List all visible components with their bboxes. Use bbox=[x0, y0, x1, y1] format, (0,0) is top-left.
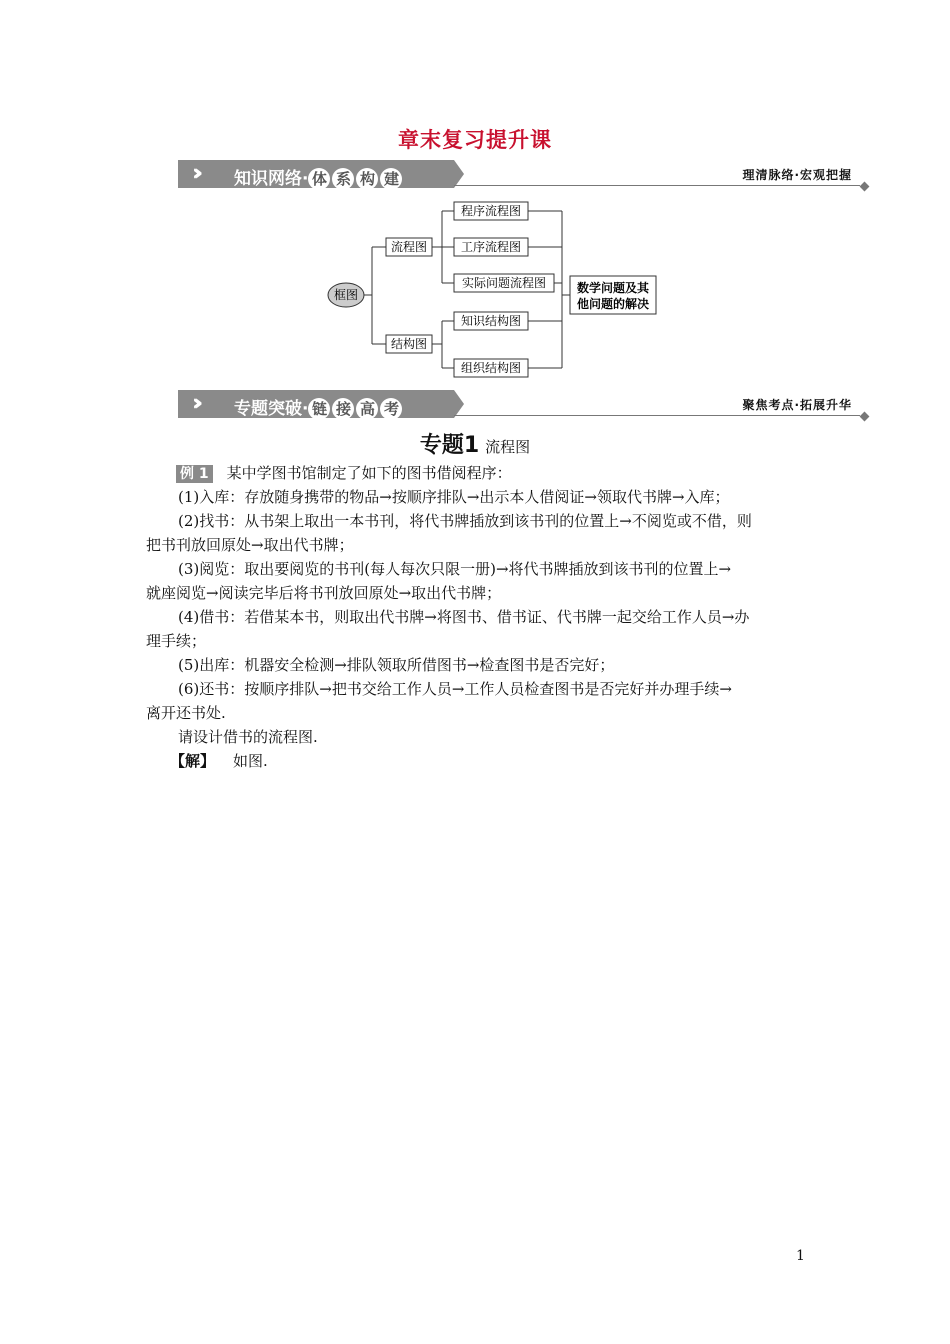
knowledge-tree-diagram bbox=[0, 0, 950, 400]
chevron-right-icon: ››› bbox=[192, 161, 196, 186]
example-step-cont: 就座阅览→阅读完毕后将书刊放回原处→取出代书牌； bbox=[146, 584, 502, 602]
topic-name: 流程图 bbox=[485, 438, 531, 456]
banner-circle-char: 高 bbox=[356, 398, 378, 420]
banner-circle-char: 链 bbox=[308, 398, 330, 420]
diagram-node-label: 工序流程图 bbox=[460, 240, 522, 254]
example-step: (6)还书：按顺序排队→把书交给工作人员→工作人员检查图书是否完好并办理手续→ bbox=[178, 680, 732, 698]
solution-text: 如图. bbox=[233, 752, 268, 770]
banner-title: 专题突破· bbox=[234, 399, 309, 419]
solution-line bbox=[146, 749, 806, 773]
solution-label: 【解】 bbox=[170, 752, 216, 770]
example-label: 例 1 bbox=[176, 465, 213, 483]
topic-label: 专题1 bbox=[419, 433, 480, 458]
page-title: 章末复习提升课 bbox=[398, 128, 552, 152]
diagram-node-structure-label: 结构图 bbox=[390, 337, 428, 351]
chevron-right-icon: ››› bbox=[192, 391, 196, 416]
diagram-result-label: 数学问题及其 bbox=[576, 281, 650, 295]
banner-title: 知识网络· bbox=[234, 169, 309, 189]
example-body bbox=[146, 461, 806, 773]
diagram-node-label: 组织结构图 bbox=[460, 361, 522, 375]
example-step: (3)阅览：取出要阅览的书刊(每人每次只限一册)→将代书牌插放到该书刊的位置上→ bbox=[178, 560, 732, 578]
page-number: 1 bbox=[796, 1248, 805, 1264]
section-banner-topics bbox=[178, 390, 868, 418]
example-step: (2)找书：从书架上取出一本书刊，将代书牌插放到该书刊的位置上→不阅览或不借，则 bbox=[178, 512, 752, 530]
example-step-cont: 离开还书处. bbox=[146, 704, 226, 722]
example-step: (5)出库：机器安全检测→排队领取所借图书→检查图书是否完好； bbox=[178, 656, 615, 674]
diagram-root-label: 框图 bbox=[333, 288, 359, 302]
banner-circle-char: 体 bbox=[308, 168, 330, 190]
banner-bar bbox=[178, 390, 454, 418]
example-intro-line bbox=[146, 461, 806, 485]
diamond-icon bbox=[860, 412, 870, 422]
banner-circle-char: 建 bbox=[380, 168, 402, 190]
diagram-node-label: 知识结构图 bbox=[460, 314, 522, 328]
example-step: (1)入库：存放随身携带的物品→按顺序排队→出示本人借阅证→领取代书牌→入库； bbox=[178, 488, 730, 506]
example-step: (4)借书：若借某本书，则取出代书牌→将图书、借书证、代书牌一起交给工作人员→办 bbox=[178, 608, 750, 626]
banner-circle-char: 接 bbox=[332, 398, 354, 420]
diagram-node-label: 实际问题流程图 bbox=[461, 276, 547, 290]
banner-circle-char: 构 bbox=[356, 168, 378, 190]
example-step-cont: 理手续； bbox=[146, 632, 207, 650]
diagram-result-label: 他问题的解决 bbox=[576, 297, 650, 311]
banner-subtitle: 理清脉络·宏观把握 bbox=[742, 168, 852, 182]
topic-heading bbox=[0, 428, 950, 459]
example-step-cont: 把书刊放回原处→取出代书牌； bbox=[146, 536, 354, 554]
banner-subtitle: 聚焦考点·拓展升华 bbox=[742, 398, 852, 412]
diagram-node-label: 程序流程图 bbox=[460, 204, 522, 218]
example-question: 请设计借书的流程图. bbox=[178, 728, 318, 746]
example-intro: 某中学图书馆制定了如下的图书借阅程序： bbox=[226, 464, 512, 482]
diagram-node-flow-label: 流程图 bbox=[390, 240, 428, 254]
banner-circle-char: 考 bbox=[380, 398, 402, 420]
banner-circle-char: 系 bbox=[332, 168, 354, 190]
banner-rule bbox=[454, 415, 860, 416]
